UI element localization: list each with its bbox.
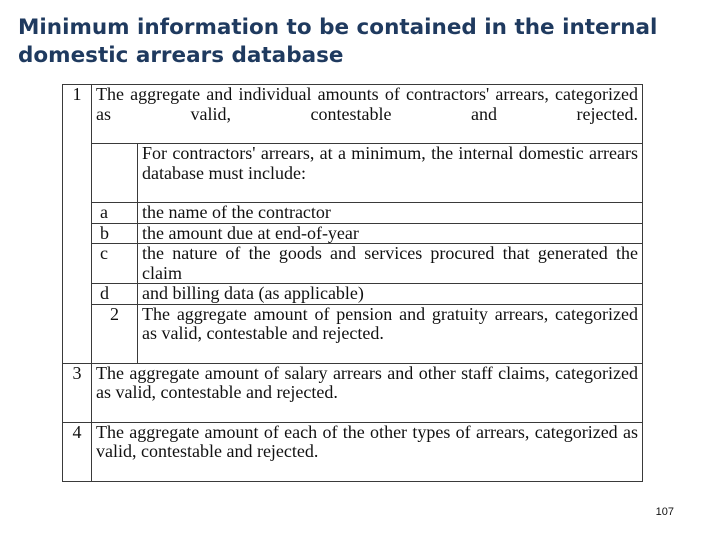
- table-row: [63, 85, 643, 144]
- item-letter: d: [92, 284, 138, 305]
- item-text: the amount due at end-of-year: [138, 223, 643, 244]
- row-number: 1: [63, 85, 92, 364]
- table-row: [63, 144, 643, 203]
- row-number: 3: [63, 363, 92, 422]
- item-letter: c: [92, 244, 138, 284]
- item-letter: a: [92, 203, 138, 224]
- row-text: The aggregate amount of each of the other types of arrears, categorized as valid, contestable and rejected.: [92, 422, 643, 481]
- row-text: The aggregate and individual amounts of contractors' arrears, categorized as valid, contestable and rejected.: [92, 85, 643, 144]
- row-text: The aggregate amount of pension and gratuity arrears, categorized as valid, contestable and rejected.: [138, 304, 643, 363]
- contractor-intro: For contractors' arrears, at a minimum, the internal domestic arrears database must include:: [138, 144, 643, 203]
- row-number: 2: [92, 304, 138, 363]
- list-item: [63, 284, 643, 305]
- row-text: The aggregate amount of salary arrears and other staff claims, categorized as valid, contestable and rejected.: [92, 363, 643, 422]
- item-letter: b: [92, 223, 138, 244]
- item-text: the nature of the goods and services procured that generated the claim: [138, 244, 643, 284]
- table-row: [63, 304, 643, 363]
- table-row: [63, 363, 643, 422]
- list-item: [63, 223, 643, 244]
- list-item: [63, 203, 643, 224]
- table-row: [63, 422, 643, 481]
- item-text: the name of the contractor: [138, 203, 643, 224]
- requirements-table: [62, 84, 643, 482]
- row-number: 4: [63, 422, 92, 481]
- slide-title: Minimum information to be contained in the internal domestic arrears database: [18, 15, 658, 68]
- item-text: and billing data (as applicable): [138, 284, 643, 305]
- indent-cell: [92, 144, 138, 203]
- list-item: [63, 244, 643, 284]
- page-number: 107: [655, 506, 674, 518]
